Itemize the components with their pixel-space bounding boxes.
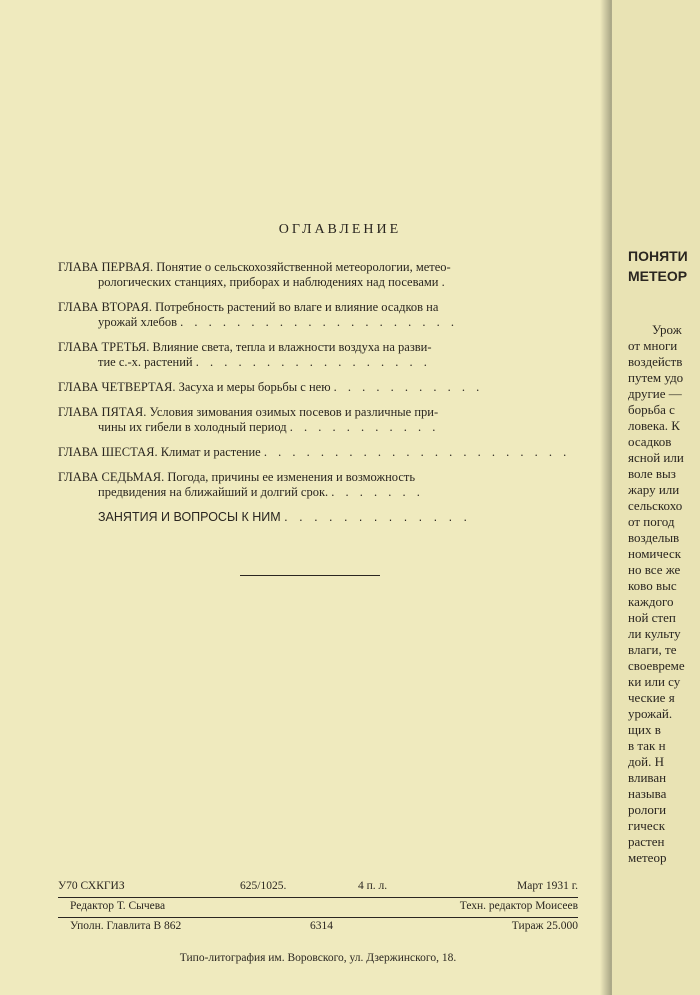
printer-imprint: Типо-литография им. Воровского, ул. Дзержинского, 18. <box>179 952 457 964</box>
toc-entry-1 <box>58 260 588 290</box>
right-page-line: ково выс <box>628 578 677 593</box>
leader-dots: . . . . . . . . . . . <box>333 380 484 394</box>
right-page-line: воле выз <box>628 466 676 481</box>
right-page-line: гическ <box>628 818 666 833</box>
glavlit: Уполн. Главлита В 862 <box>70 920 182 932</box>
right-page-line: ли культу <box>628 626 681 641</box>
toc-entry-line: тие с.-х. растений <box>98 355 193 369</box>
toc-entry-2 <box>58 300 588 330</box>
right-page-line: рологи <box>628 802 667 817</box>
right-page-line: борьба с <box>628 402 675 417</box>
editor: Редактор Т. Сычева <box>70 900 166 912</box>
right-page <box>612 0 700 995</box>
leader-dots: . . . . . . . . . . . . . . . . . . . . . . <box>263 445 571 459</box>
toc-entry-5 <box>58 405 588 435</box>
right-page-line: ки или су <box>628 674 681 689</box>
right-page-line: Урож <box>652 322 682 337</box>
right-page-line: воздейств <box>628 354 683 369</box>
leader-dots: . . . . . . . . . . . <box>289 420 440 434</box>
toc-entry-line: ГЛАВА ПЕРВАЯ. Понятие о сельскохозяйственной метеорологии, метео- <box>58 260 451 274</box>
right-page-line: но все же <box>628 562 681 577</box>
right-page-line: своевреме <box>628 658 685 673</box>
toc-entry-line: рологических станциях, приборах и наблюдениях над посевами . <box>98 275 445 289</box>
right-page-line: вливан <box>628 770 667 785</box>
leader-dots: . . . . . . . <box>331 485 424 499</box>
plate-number: 6314 <box>310 920 333 932</box>
publisher-code: У70 СХКГИЗ <box>58 880 125 892</box>
right-page-header-line: МЕТЕОР <box>628 268 688 284</box>
divider-rule <box>240 575 380 576</box>
toc-entry-line: ГЛАВА ЧЕТВЕРТАЯ. Засуха и меры борьбы с нею <box>58 380 331 394</box>
right-page-line: ческие я <box>628 690 675 705</box>
order-number: 625/1025. <box>240 880 287 892</box>
right-page-line: осадков <box>628 434 672 449</box>
toc-entry-line: урожай хлебов <box>98 315 177 329</box>
printed-sheets: 4 п. л. <box>358 880 388 892</box>
right-page-line: ловека. К <box>628 418 680 433</box>
toc-list <box>58 260 588 525</box>
toc-title: ОГЛАВЛЕНИЕ <box>278 222 402 237</box>
right-page-header-line: ПОНЯТИ <box>628 248 688 264</box>
right-page-line: растен <box>628 834 665 849</box>
toc-entry-line: ГЛАВА ШЕСТАЯ. Климат и растение <box>58 445 261 459</box>
print-run: Тираж 25.000 <box>511 920 578 932</box>
tech-editor: Техн. редактор Моисеев <box>459 900 578 912</box>
right-page-line: щих в <box>628 722 661 737</box>
toc-entry-4 <box>58 380 588 395</box>
colophon-row-1 <box>58 878 578 898</box>
leader-dots: . . . . . . . . . . . . . . . . . . . . <box>180 315 458 329</box>
right-page-line: ясной или <box>628 450 684 465</box>
toc-entry-line: ГЛАВА СЕДЬМАЯ. Погода, причины ее изменения и возможность <box>58 470 416 484</box>
right-page-line: в так н <box>628 738 666 753</box>
right-page-line: номическ <box>628 546 682 561</box>
toc-entry-line: ГЛАВА ВТОРАЯ. Потребность растений во влаге и влияние осадков на <box>58 300 439 314</box>
right-page-line: возделыв <box>628 530 680 545</box>
right-page-line: влаги, те <box>628 642 677 657</box>
right-page-line: дой. Н <box>628 754 664 769</box>
right-page-line: урожай. <box>628 706 673 721</box>
right-page-line: от многи <box>628 338 678 353</box>
toc-entry-6 <box>58 445 588 460</box>
toc-entry-line: чины их гибели в холодный период <box>98 420 287 434</box>
right-page-line: метеор <box>628 850 667 865</box>
toc-entry-line: ГЛАВА ПЯТАЯ. Условия зимования озимых посевов и различные при- <box>58 405 439 419</box>
right-page-line: каждого <box>628 594 674 609</box>
colophon-row-2 <box>58 898 578 918</box>
right-page-line: от погод <box>628 514 675 529</box>
right-page-line: жару или <box>628 482 680 497</box>
toc-entry-7 <box>58 470 588 500</box>
toc-entry-line: предвидения на ближайший и долгий срок. <box>98 485 329 499</box>
colophon-row-3 <box>58 918 578 937</box>
print-date: Март 1931 г. <box>517 880 578 892</box>
colophon <box>58 878 578 937</box>
right-page-line: путем удо <box>628 370 684 385</box>
toc-entry-line: ГЛАВА ТРЕТЬЯ. Влияние света, тепла и влажности воздуха на разви- <box>58 340 432 354</box>
right-page-line: сельскохо <box>628 498 683 513</box>
leader-dots: . . . . . . . . . . . . . <box>284 510 471 524</box>
right-page-line: называ <box>628 786 667 801</box>
leader-dots: . . . . . . . . . . . . . . . . . <box>195 355 431 369</box>
right-page-line: ной степ <box>628 610 676 625</box>
toc-entry-3 <box>58 340 588 370</box>
right-page-line: другие — <box>628 386 682 401</box>
toc-tasks: ЗАНЯТИЯ И ВОПРОСЫ К НИМ <box>98 510 281 524</box>
